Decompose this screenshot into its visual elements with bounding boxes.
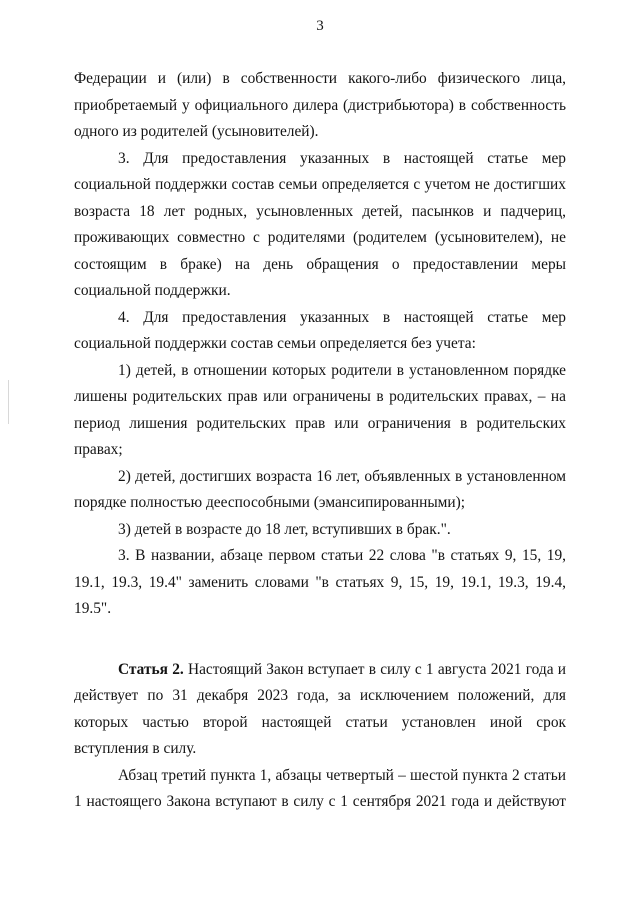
- text-line: 19.5".: [74, 600, 112, 617]
- paragraph-start-line: 3. В названии, абзаце первом статьи 22 слова "в статьях 9, 15, 19,: [118, 547, 566, 564]
- text-line: лишены родительских прав или ограничены в родительских правах, – на: [74, 388, 566, 405]
- text-line: Федерации и (или) в собственности какого-либо физического лица,: [74, 70, 566, 87]
- text-line: одного из родителей (усыновителей).: [74, 123, 319, 140]
- article-text: Настоящий Закон вступает в силу с 1 августа 2021 года и: [183, 660, 566, 678]
- text-line: возраста 18 лет родных, усыновленных детей, пасынков и падчериц,: [74, 202, 566, 220]
- paragraph-start-line: Абзац третий пункта 1, абзацы четвертый – шестой пункта 2 статьи: [118, 766, 566, 784]
- text-line: приобретаемый у официального дилера (дистрибьютора) в собственность: [74, 96, 566, 114]
- text-line: которых частью второй настоящей статьи установлен иной срок: [74, 713, 566, 731]
- text-line: проживающих совместно с родителями (родителем (усыновителем), не: [74, 229, 566, 246]
- paragraph-start-line: 4. Для предоставления указанных в настоящей статье мер: [118, 308, 566, 326]
- text-line: правах;: [74, 441, 123, 458]
- section-spacer: [74, 623, 566, 657]
- text-line: действует по 31 декабря 2023 года, за исключением положений, для: [74, 687, 566, 704]
- page-number: 3: [316, 18, 324, 34]
- article-heading-line: [74, 657, 566, 684]
- text-line: 19.1, 19.3, 19.4" заменить словами "в статьях 9, 15, 19, 19.1, 19.3, 19.4,: [74, 573, 566, 591]
- text-line: социальной поддержки.: [74, 282, 231, 299]
- paragraph-start-line: 3) детей в возрасте до 18 лет, вступивших в брак.".: [118, 520, 451, 538]
- text-line: вступления в силу.: [74, 740, 197, 757]
- text-line: состоящим в браке) на день обращения о предоставлении меры: [74, 255, 566, 273]
- scan-margin-mark: [8, 380, 9, 424]
- text-line: период лишения родительских прав или ограничения в родительских: [74, 414, 566, 432]
- paragraph-start-line: 1) детей, в отношении которых родители в установленном порядке: [118, 361, 566, 379]
- text-line: порядке полностью дееспособными (эмансипированными);: [74, 494, 466, 511]
- document-body: [74, 66, 566, 816]
- paragraph-start-line: 3. Для предоставления указанных в настоящей статье мер: [118, 149, 566, 167]
- text-line: 1 настоящего Закона вступают в силу с 1 сентября 2021 года и действуют: [74, 793, 566, 810]
- text-line: социальной поддержки состав семьи определяется с учетом не достигших: [74, 176, 566, 193]
- paragraph-start-line: 2) детей, достигших возраста 16 лет, объявленных в установленном: [118, 467, 566, 485]
- text-line: социальной поддержки состав семьи определяется без учета:: [74, 335, 476, 352]
- article-number: Статья 2.: [118, 660, 184, 678]
